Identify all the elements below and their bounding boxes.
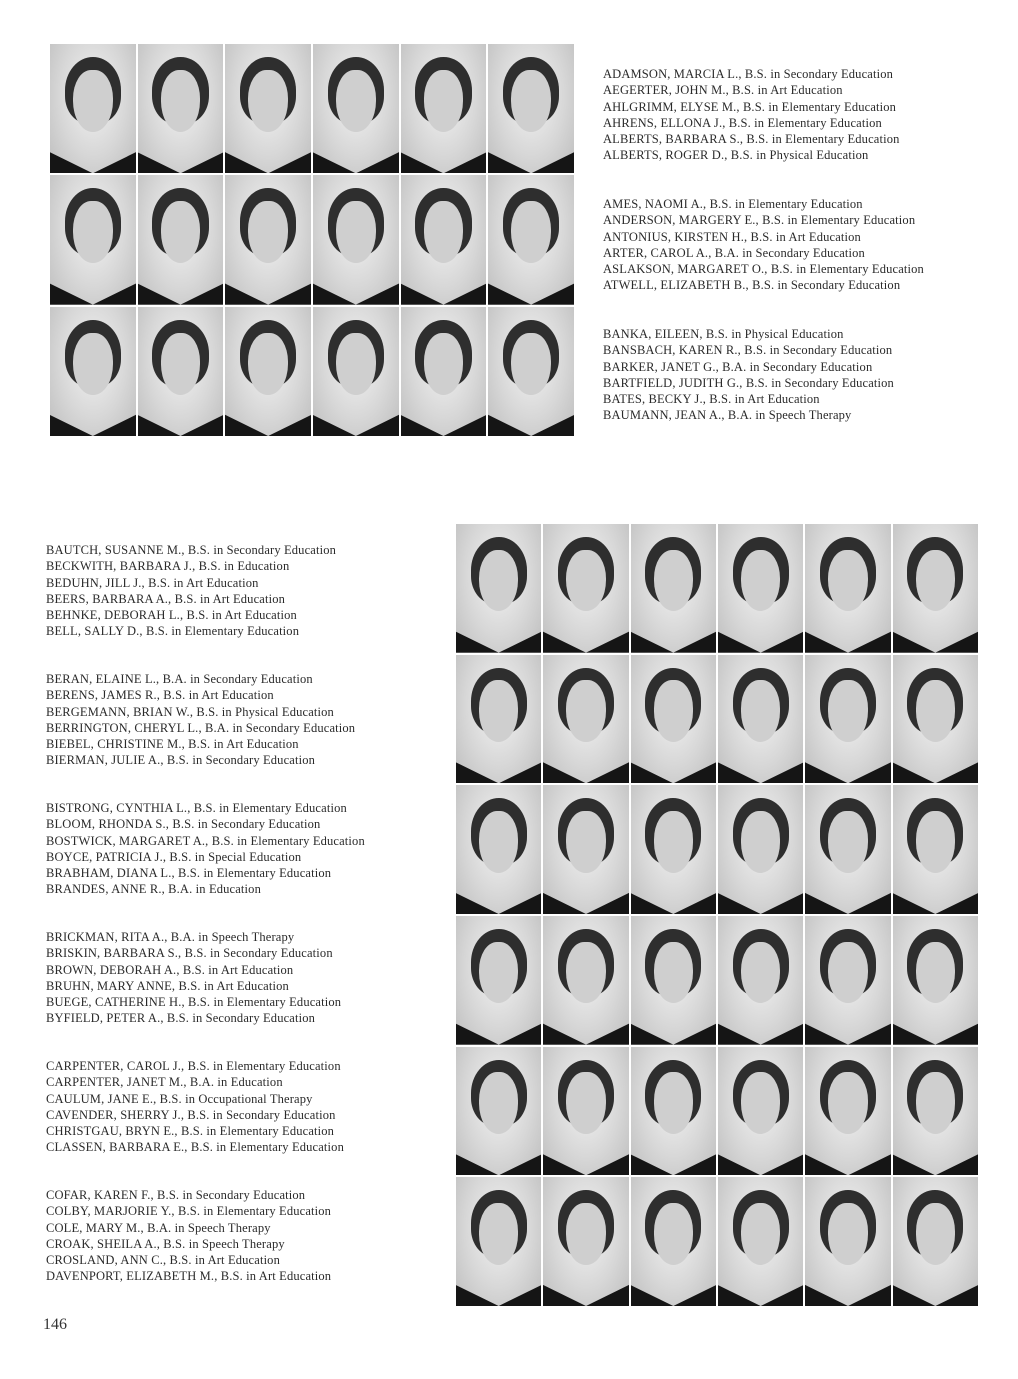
- name-block: [603, 326, 924, 456]
- portrait-photo: [631, 1177, 716, 1306]
- graduate-entry: CROSLAND, ANN C., B.S. in Art Education: [46, 1253, 280, 1268]
- graduate-entry: BLOOM, RHONDA S., B.S. in Secondary Education: [46, 817, 321, 832]
- graduate-entry: CROAK, SHEILA A., B.S. in Speech Therapy: [46, 1236, 285, 1251]
- portrait-photo: [631, 785, 716, 914]
- graduate-entry: BECKWITH, BARBARA J., B.S. in Education: [46, 559, 290, 574]
- portrait-photo: [401, 44, 487, 173]
- portrait-photo: [456, 1177, 541, 1306]
- graduate-entry: BEHNKE, DEBORAH L., B.S. in Art Education: [46, 608, 297, 623]
- caption-blocks-top: [603, 66, 924, 456]
- portrait-photo: [456, 524, 541, 653]
- graduate-entry: AEGERTER, JOHN M., B.S. in Art Education: [603, 83, 843, 98]
- portrait-photo: [631, 524, 716, 653]
- portrait-photo: [805, 1047, 890, 1176]
- graduate-entry: ANTONIUS, KIRSTEN H., B.S. in Art Education: [603, 229, 861, 244]
- graduate-entry: ARTER, CAROL A., B.A. in Secondary Education: [603, 245, 865, 260]
- portrait-photo: [631, 655, 716, 784]
- name-block: [603, 196, 924, 326]
- portrait-photo: [401, 307, 487, 436]
- graduate-entry: BRANDES, ANNE R., B.A. in Education: [46, 882, 261, 897]
- portrait-photo: [456, 916, 541, 1045]
- graduate-entry: BOYCE, PATRICIA J., B.S. in Special Education: [46, 849, 302, 864]
- name-block: [603, 66, 924, 196]
- portrait-photo: [893, 1177, 978, 1306]
- portrait-photo: [805, 655, 890, 784]
- graduate-entry: CLASSEN, BARBARA E., B.S. in Elementary Education: [46, 1140, 344, 1155]
- portrait-photo: [488, 44, 574, 173]
- portrait-photo: [543, 655, 628, 784]
- caption-blocks-bottom: [46, 542, 365, 1316]
- graduate-entry: BAUTCH, SUSANNE M., B.S. in Secondary Education: [46, 543, 337, 557]
- portrait-photo: [488, 175, 574, 304]
- graduate-entry: BEERS, BARBARA A., B.S. in Art Education: [46, 591, 286, 606]
- graduate-entry: ANDERSON, MARGERY E., B.S. in Elementary Education: [603, 213, 916, 228]
- portrait-photo: [456, 655, 541, 784]
- portrait-photo: [456, 1047, 541, 1176]
- name-block: [46, 1058, 365, 1187]
- graduate-entry: BUEGE, CATHERINE H., B.S. in Elementary Education: [46, 995, 342, 1010]
- graduate-entry: BANKA, EILEEN, B.S. in Physical Education: [603, 327, 844, 341]
- graduate-entry: BATES, BECKY J., B.S. in Art Education: [603, 392, 820, 407]
- portrait-photo: [313, 44, 399, 173]
- graduate-entry: BERENS, JAMES R., B.S. in Art Education: [46, 688, 274, 703]
- portrait-photo: [50, 44, 136, 173]
- portrait-photo: [718, 1047, 803, 1176]
- portrait-photo: [718, 916, 803, 1045]
- graduate-entry: BERGEMANN, BRIAN W., B.S. in Physical Education: [46, 704, 334, 719]
- portrait-photo: [718, 785, 803, 914]
- graduate-entry: BERAN, ELAINE L., B.A. in Secondary Education: [46, 672, 313, 686]
- portrait-photo: [718, 524, 803, 653]
- graduate-entry: ASLAKSON, MARGARET O., B.S. in Elementary Education: [603, 262, 924, 277]
- portrait-photo: [138, 175, 224, 304]
- portrait-photo: [313, 307, 399, 436]
- graduate-entry: ADAMSON, MARCIA L., B.S. in Secondary Education: [603, 67, 894, 81]
- page-number: 146: [43, 1316, 67, 1333]
- graduate-entry: BERRINGTON, CHERYL L., B.A. in Secondary Education: [46, 720, 356, 735]
- graduate-entry: BEDUHN, JILL J., B.S. in Art Education: [46, 575, 259, 590]
- portrait-photo: [805, 785, 890, 914]
- portrait-photo: [631, 1047, 716, 1176]
- portrait-photo: [631, 916, 716, 1045]
- graduate-entry: BELL, SALLY D., B.S. in Elementary Education: [46, 624, 300, 639]
- portrait-photo: [805, 916, 890, 1045]
- portrait-photo: [893, 655, 978, 784]
- portrait-photo: [543, 1047, 628, 1176]
- graduate-entry: DAVENPORT, ELIZABETH M., B.S. in Art Education: [46, 1269, 332, 1284]
- portrait-photo: [50, 307, 136, 436]
- graduate-entry: ALBERTS, ROGER D., B.S. in Physical Education: [603, 148, 869, 163]
- graduate-entry: BANSBACH, KAREN R., B.S. in Secondary Education: [603, 343, 893, 358]
- portrait-photo: [543, 1177, 628, 1306]
- graduate-entry: BROWN, DEBORAH A., B.S. in Art Education: [46, 962, 294, 977]
- portrait-photo: [50, 175, 136, 304]
- graduate-entry: AHLGRIMM, ELYSE M., B.S. in Elementary Education: [603, 99, 897, 114]
- name-block: [46, 929, 365, 1058]
- portrait-photo: [138, 307, 224, 436]
- name-block: [46, 800, 365, 929]
- graduate-entry: BRABHAM, DIANA L., B.S. in Elementary Education: [46, 866, 332, 881]
- name-block: [46, 671, 365, 800]
- graduate-entry: BOSTWICK, MARGARET A., B.S. in Elementary Education: [46, 833, 365, 848]
- portrait-photo: [401, 175, 487, 304]
- graduate-entry: BISTRONG, CYNTHIA L., B.S. in Elementary Education: [46, 801, 347, 815]
- portrait-photo: [313, 175, 399, 304]
- portrait-photo: [543, 785, 628, 914]
- name-block: [46, 1187, 365, 1316]
- graduate-entry: COFAR, KAREN F., B.S. in Secondary Education: [46, 1188, 306, 1202]
- graduate-entry: BAUMANN, JEAN A., B.A. in Speech Therapy: [603, 408, 852, 423]
- portrait-photo: [805, 524, 890, 653]
- graduate-entry: BIERMAN, JULIE A., B.S. in Secondary Education: [46, 753, 316, 768]
- portrait-photo: [225, 44, 311, 173]
- graduate-entry: BRISKIN, BARBARA S., B.S. in Secondary Education: [46, 946, 333, 961]
- graduate-entry: CARPENTER, JANET M., B.A. in Education: [46, 1075, 283, 1090]
- portrait-photo: [488, 307, 574, 436]
- portrait-photo: [225, 307, 311, 436]
- graduate-entry: BIEBEL, CHRISTINE M., B.S. in Art Education: [46, 737, 299, 752]
- graduate-entry: BRUHN, MARY ANNE, B.S. in Art Education: [46, 978, 289, 993]
- graduate-entry: CHRISTGAU, BRYN E., B.S. in Elementary Education: [46, 1124, 335, 1139]
- portrait-photo: [543, 916, 628, 1045]
- graduate-entry: COLBY, MARJORIE Y., B.S. in Elementary Education: [46, 1204, 332, 1219]
- portrait-photo: [893, 1047, 978, 1176]
- portrait-photo: [893, 524, 978, 653]
- portrait-photo: [543, 524, 628, 653]
- graduate-entry: CAVENDER, SHERRY J., B.S. in Secondary Education: [46, 1107, 336, 1122]
- graduate-entry: CAULUM, JANE E., B.S. in Occupational Therapy: [46, 1091, 313, 1106]
- graduate-entry: COLE, MARY M., B.A. in Speech Therapy: [46, 1220, 271, 1235]
- graduate-entry: BARTFIELD, JUDITH G., B.S. in Secondary Education: [603, 375, 894, 390]
- portrait-photo: [805, 1177, 890, 1306]
- graduate-entry: BYFIELD, PETER A., B.S. in Secondary Education: [46, 1011, 316, 1026]
- graduate-entry: ATWELL, ELIZABETH B., B.S. in Secondary Education: [603, 278, 901, 293]
- portrait-photo: [718, 1177, 803, 1306]
- portrait-photo: [456, 785, 541, 914]
- graduate-entry: CARPENTER, CAROL J., B.S. in Elementary Education: [46, 1059, 341, 1073]
- portrait-photo: [893, 916, 978, 1045]
- graduate-entry: BARKER, JANET G., B.A. in Secondary Education: [603, 359, 873, 374]
- portrait-photo: [138, 44, 224, 173]
- portrait-grid-bottom: [456, 524, 978, 1306]
- graduate-entry: AHRENS, ELLONA J., B.S. in Elementary Education: [603, 115, 882, 130]
- graduate-entry: AMES, NAOMI A., B.S. in Elementary Education: [603, 197, 863, 211]
- name-block: [46, 542, 365, 671]
- portrait-photo: [893, 785, 978, 914]
- portrait-grid-top: [50, 44, 574, 436]
- portrait-photo: [718, 655, 803, 784]
- portrait-photo: [225, 175, 311, 304]
- graduate-entry: BRICKMAN, RITA A., B.A. in Speech Therapy: [46, 930, 295, 944]
- graduate-entry: ALBERTS, BARBARA S., B.S. in Elementary Education: [603, 132, 900, 147]
